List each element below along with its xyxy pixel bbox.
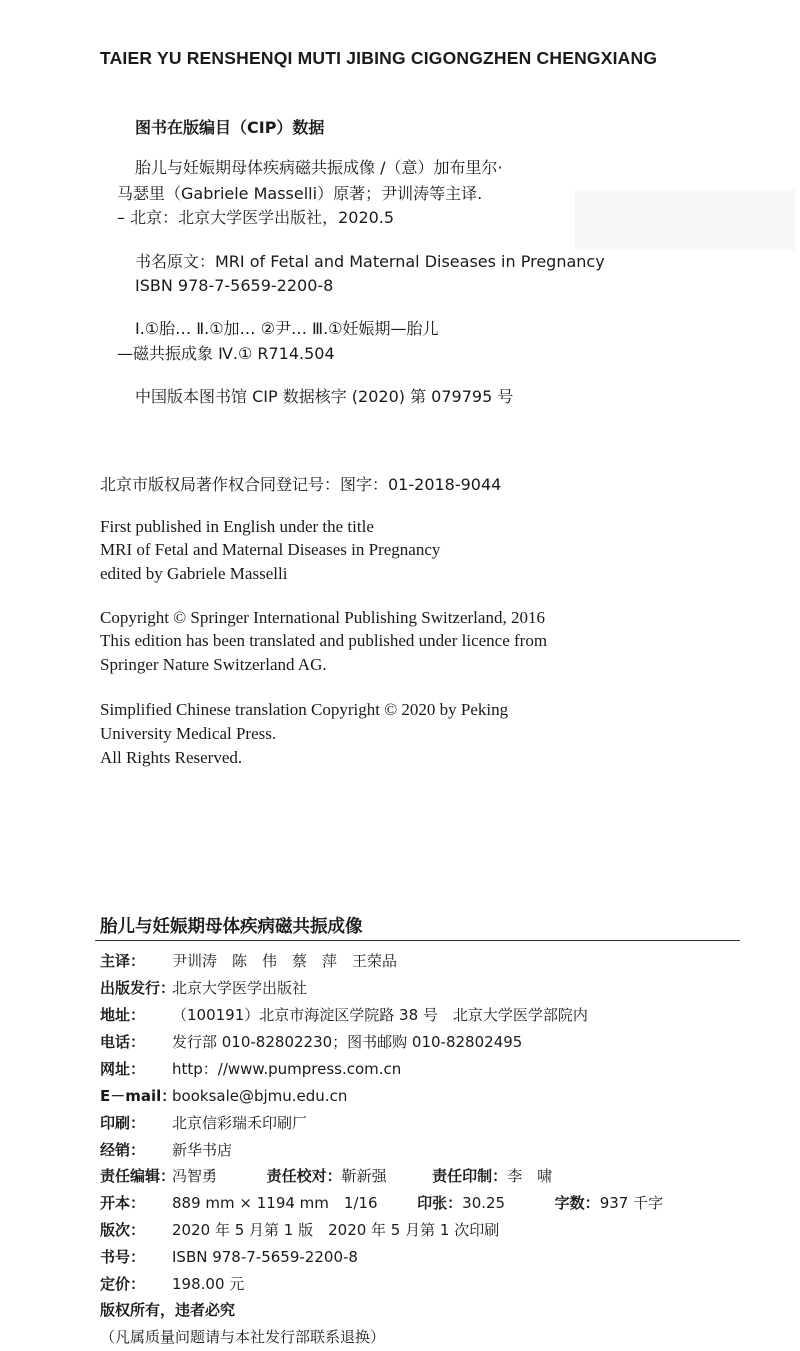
website-value: http：//www.pumpress.com.cn <box>172 1060 402 1078</box>
website-label: 网址： <box>100 1060 146 1078</box>
translation-line-2: University Medical Press. <box>100 724 277 743</box>
cip-entry-line-2: 马瑟里（Gabriele Masselli）原著；尹训涛等主译. <box>117 184 483 203</box>
email-value: booksale@bjmu.edu.cn <box>172 1087 348 1105</box>
wordcount-value: 937 千字 <box>599 1194 664 1212</box>
address-label: 地址： <box>100 1006 146 1024</box>
phone-value: 发行部 010-82802230；图书邮购 010-82802495 <box>172 1033 523 1051</box>
edition-value: 2020 年 5 月第 1 版 2020 年 5 月第 1 次印刷 <box>172 1221 500 1239</box>
distributor-value: 新华书店 <box>172 1141 233 1159</box>
booknum-value: ISBN 978-7-5659-2200-8 <box>172 1248 358 1266</box>
phone-label: 电话： <box>100 1033 146 1051</box>
copyright-line-2: This edition has been translated and published under licence from <box>100 631 548 650</box>
imprint-row-phone <box>100 1031 522 1052</box>
imprint-row-address <box>100 1004 588 1025</box>
imprint-row-edition <box>100 1219 499 1240</box>
cip-classification-line-1: Ⅰ.①胎… Ⅱ.①加… ②尹… Ⅲ.①妊娠期—胎儿 <box>135 319 439 338</box>
proofreader-label: 责任校对： <box>266 1167 342 1185</box>
imprint-row-email <box>100 1085 347 1106</box>
cip-entry-line-1: 胎儿与妊娠期母体疾病磁共振成像 /（意）加布里尔· <box>135 158 503 177</box>
editor-value: 冯智勇 <box>172 1167 218 1185</box>
first-published-line-3: edited by Gabriele Masselli <box>100 564 288 583</box>
translation-line-3: All Rights Reserved. <box>100 748 243 767</box>
printer-value: 北京信彩瑞禾印刷厂 <box>172 1114 308 1132</box>
printer-label: 印刷： <box>100 1114 146 1132</box>
distributor-label: 经销： <box>100 1141 146 1159</box>
cip-classification-line-2: —磁共振成象 Ⅳ.① R714.504 <box>117 344 335 363</box>
cip-number: 中国版本图书馆 CIP 数据核字 (2020) 第 079795 号 <box>135 387 514 406</box>
email-label: E－mail： <box>100 1087 177 1105</box>
imprint-row-format <box>100 1192 663 1213</box>
price-value: 198.00 元 <box>172 1275 245 1293</box>
copyright-line-1: Copyright © Springer International Publishing Switzerland, 2016 <box>100 608 545 627</box>
translators-value: 尹训涛 陈 伟 蔡 萍 王荣品 <box>172 952 398 970</box>
imprint-row-publisher <box>100 977 307 998</box>
edition-label: 版次： <box>100 1221 146 1239</box>
cip-isbn: ISBN 978-7-5659-2200-8 <box>135 276 334 295</box>
wordcount-label: 字数： <box>554 1194 600 1212</box>
rights-reserved: 版权所有，违者必究 <box>100 1301 236 1319</box>
format-value: 889 mm × 1194 mm 1/16 <box>172 1194 378 1212</box>
cip-original-title: 书名原文：MRI of Fetal and Maternal Diseases in Pregnancy <box>135 252 605 271</box>
imprint-row-responsibility <box>100 1165 552 1186</box>
imprint-row-printer <box>100 1112 307 1133</box>
first-published-line-2: MRI of Fetal and Maternal Diseases in Pregnancy <box>100 540 441 559</box>
imprint-title: 胎儿与妊娠期母体疾病磁共振成像 <box>100 917 363 937</box>
cip-entry-line-3: – 北京：北京大学医学出版社，2020.5 <box>117 208 395 227</box>
publisher-value: 北京大学医学出版社 <box>172 979 308 997</box>
copyright-line-3: Springer Nature Switzerland AG. <box>100 655 327 674</box>
print-responsible-label: 责任印制： <box>432 1167 508 1185</box>
imprint-divider <box>95 940 740 941</box>
booknum-label: 书号： <box>100 1248 146 1266</box>
copyright-registration: 北京市版权局著作权合同登记号：图字：01-2018-9044 <box>100 475 502 494</box>
price-label: 定价： <box>100 1275 146 1293</box>
translation-line-1: Simplified Chinese translation Copyright © 2020 by Peking <box>100 700 509 719</box>
imprint-row-translators <box>100 950 397 971</box>
imprint-row-website <box>100 1058 401 1079</box>
pinyin-title: TAIER YU RENSHENQI MUTI JIBING CIGONGZHEN CHENGXIANG <box>100 48 658 68</box>
cip-heading: 图书在版编目（CIP）数据 <box>135 118 325 137</box>
faint-bleed-through-top <box>575 190 795 250</box>
first-published-line-1: First published in English under the title <box>100 517 374 536</box>
imprint-row-price <box>100 1273 244 1294</box>
sheets-value: 30.25 <box>462 1194 506 1212</box>
address-value: （100191）北京市海淀区学院路 38 号 北京大学医学部院内 <box>172 1006 588 1024</box>
translators-label: 主译： <box>100 952 146 970</box>
sheets-label: 印张： <box>417 1194 463 1212</box>
imprint-row-booknum <box>100 1246 358 1267</box>
print-responsible-value: 李 啸 <box>507 1167 553 1185</box>
editor-label: 责任编辑： <box>100 1167 176 1185</box>
format-label: 开本： <box>100 1194 146 1212</box>
quality-notice: （凡属质量问题请与本社发行部联系退换） <box>100 1328 386 1346</box>
imprint-row-distributor <box>100 1139 232 1160</box>
proofreader-value: 靳新强 <box>341 1167 387 1185</box>
publisher-label: 出版发行： <box>100 979 176 997</box>
